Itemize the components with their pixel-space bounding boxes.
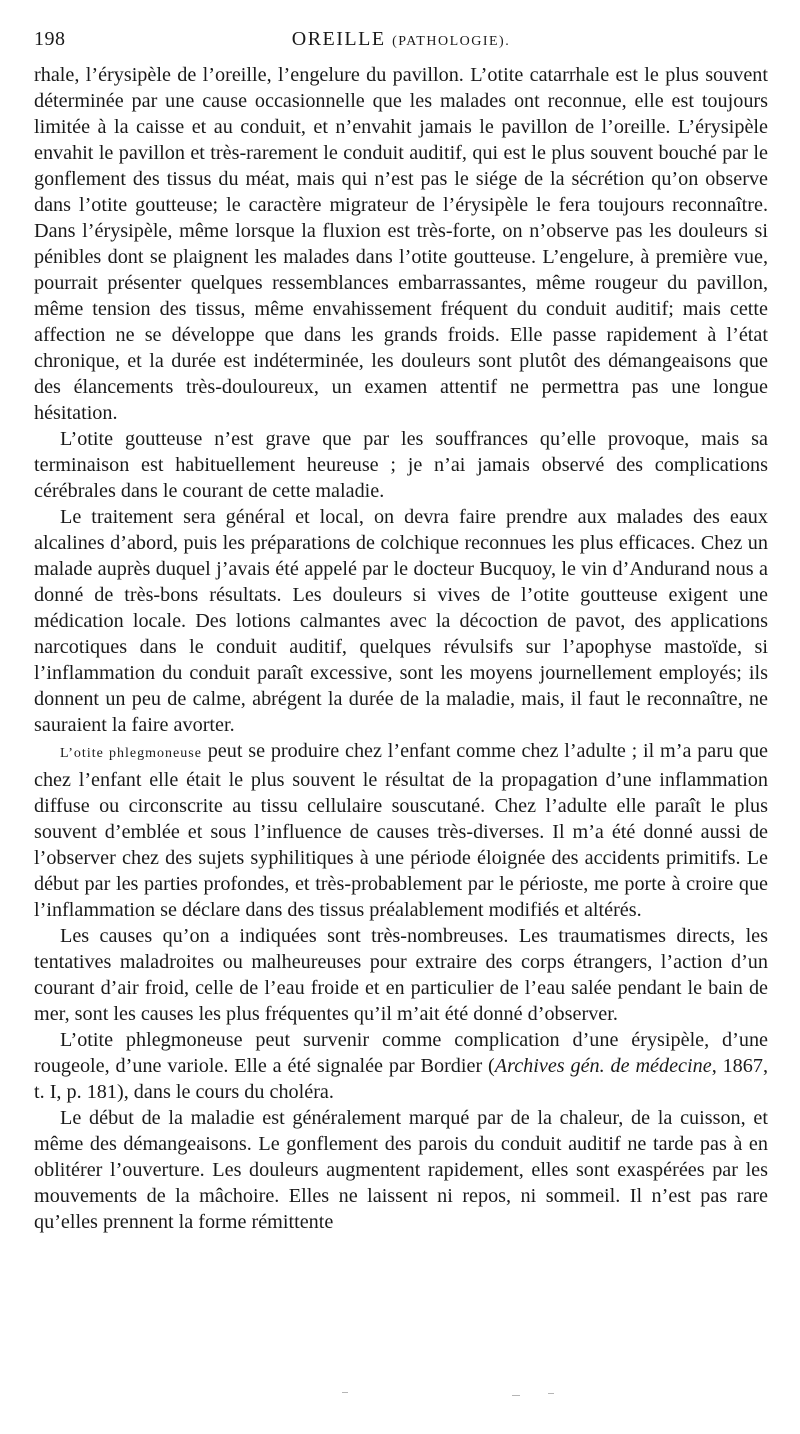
book-page bbox=[34, 26, 768, 1235]
scan-artifacts bbox=[0, 1390, 800, 1400]
page-number: 198 bbox=[34, 28, 66, 50]
paragraph-5: Les causes qu’on a indiquées sont très-nombreuses. Les traumatismes directs, les tentatives maladroites ou malheureuses pour extraire des corps étrangers, l’action d’un courant d’air froid, celle de l’eau froide et en particulier de l’eau salée pendant le bain de mer, sont les causes les plus fréquentes qu’il m’ait été donné d’observer. bbox=[34, 925, 768, 1025]
paragraph-2: L’otite goutteuse n’est grave que par les souffrances qu’elle provoque, mais sa terminaison est habituellement heureuse ; je n’ai jamais observé des complications cérébrales dans le courant de cette maladie. bbox=[34, 428, 768, 502]
paragraph-1: rhale, l’érysipèle de l’oreille, l’engelure du pavillon. L’otite catarrhale est le plus souvent déterminée par une cause occasionnelle que les malades ont reconnue, elle est toujours limitée à la caisse et au conduit, et n’envahit jamais le pavillon de l’oreille. L’érysipèle envahit le pavillon et très-rarement le conduit auditif, qui est le plus souvent bouché par le gonflement des tissus du méat, mais qui n’est pas le siége de la sécrétion qu’on observe dans l’otite goutteuse; le caractère migrateur de l’érysipèle le fera toujours reconnaître. Dans l’érysipèle, même lorsque la fluxion est très-forte, on n’observe pas les douleurs si pénibles dont se plaignent les malades dans l’otite goutteuse. L’engelure, à première vue, pourrait présenter quelques ressemblances embarrassantes, même rougeur du pavillon, même tension des tissus, même envahissement fréquent du conduit auditif; mais cette affection ne se développe que dans les grands froids. Elle passe rapidement à l’état chronique, et la durée est indéterminée, les douleurs sont plutôt des démangeaisons que des élancements très-douloureux, un examen attentif ne permettra pas une longue hésitation. bbox=[34, 64, 768, 424]
paragraph-3: Le traitement sera général et local, on devra faire prendre aux malades des eaux alcalines d’abord, puis les préparations de colchique reconnues les plus efficaces. Chez un malade auprès duquel j’avais été appelé par le docteur Bucquoy, le vin d’Andurand nous a donné de très-bons résultats. Les douleurs si vives de l’otite goutteuse exigent une médication locale. Des lotions calmantes avec la décoction de pavot, des applications narcotiques dans le conduit auditif, quelques révulsifs sur l’apophyse mastoïde, si l’inflammation du conduit paraît excessive, sont les moyens journellement employés; ils donnent un peu de calme, abrégent la durée de la maladie, mais, il faut le reconnaître, ne sauraient la faire avorter. bbox=[34, 506, 768, 736]
paragraph-4 bbox=[34, 738, 768, 923]
citation-title: Archives gén. de médecine bbox=[494, 1055, 712, 1077]
paragraph-6-body-start: L’otite phlegmoneuse peut survenir comme complication d’une érysipèle, d’une rougeole, d’une variole. Elle a été signalée par Bordier ( bbox=[34, 1029, 768, 1077]
page-header bbox=[34, 26, 768, 62]
scan-mark bbox=[342, 1392, 348, 1393]
running-title-sub: (PATHOLOGIE). bbox=[392, 34, 511, 49]
paragraph-4-body: peut se produire chez l’enfant comme chez l’adulte ; il m’a paru que chez l’enfant elle était le plus souvent le résultat de la propagation d’une inflammation diffuse ou circonscrite au tissu cellulaire souscutané. Chez l’adulte elle paraît le plus souvent d’emblée et sous l’influence de causes très-diverses. Il m’a été donné aussi de l’observer chez des sujets syphilitiques à une période éloignée des accidents primitifs. Le début par les parties profondes, et très-probablement par le périoste, me porte à croire que l’inflammation se déclare dans des tissus préalablement modifiés et altérés. bbox=[34, 740, 768, 921]
paragraph-7: Le début de la maladie est généralement marqué par de la chaleur, de la cuisson, et même des démangeaisons. Le gonflement des parois du conduit auditif ne tarde pas à en oblitérer l’ouverture. Les douleurs augmentent rapidement, elles sont exaspérées par les mouvements de la mâchoire. Elles ne laissent ni repos, ni sommeil. Il n’est pas rare qu’elles prennent la forme rémittente bbox=[34, 1107, 768, 1233]
running-title bbox=[34, 26, 768, 55]
section-lead: L’otite phlegmoneuse bbox=[60, 746, 202, 761]
running-title-main: OREILLE bbox=[291, 28, 386, 50]
paragraph-6 bbox=[34, 1027, 768, 1105]
scan-mark bbox=[548, 1393, 554, 1394]
scan-mark bbox=[512, 1395, 520, 1396]
paragraph-6-body-end: , 1867, t. I, p. 181), dans le cours du choléra. bbox=[34, 1055, 769, 1103]
